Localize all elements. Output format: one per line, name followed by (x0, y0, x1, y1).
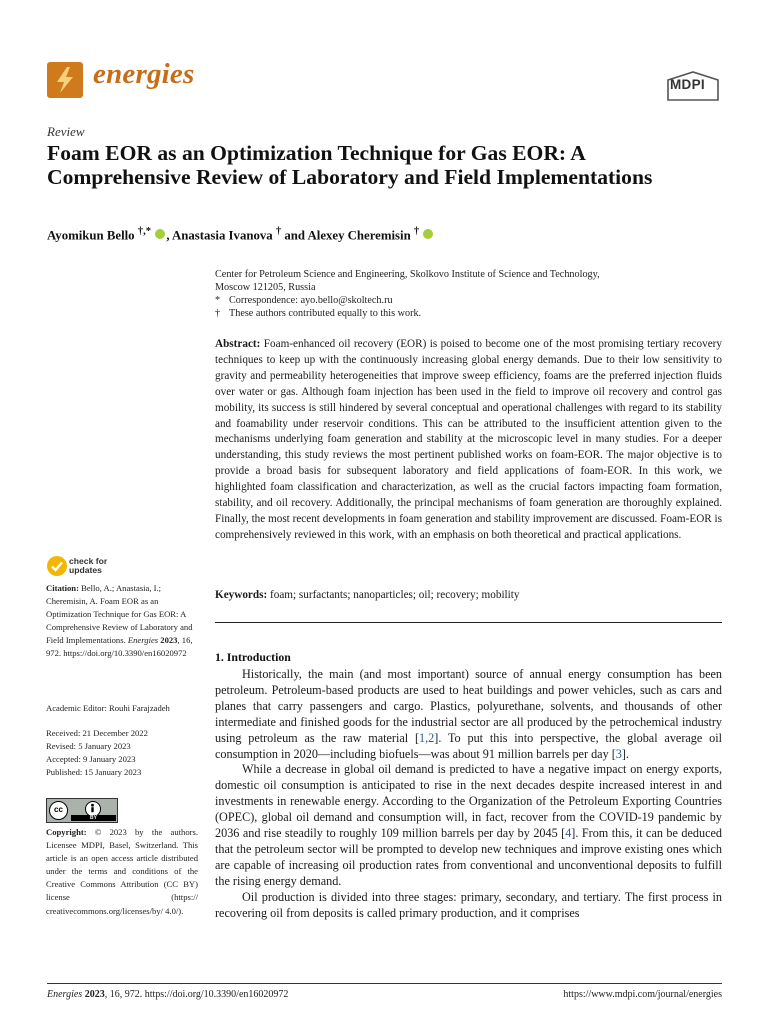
publisher-name: MDPI (670, 77, 705, 92)
correspondence-mark: * (215, 295, 221, 306)
author-name[interactable]: Alexey Cheremisin (307, 228, 411, 243)
citation-text: Bello, A.; Anastasia, I.; Cheremisin, A. Foam EOR as an Optimization Technique for Gas EOR: A Comprehensive Review of Laboratory and Field Implementations. (46, 583, 193, 646)
divider (215, 622, 722, 623)
reference-link[interactable]: 3 (615, 746, 622, 761)
by-label: BY (71, 815, 116, 821)
orcid-icon[interactable] (155, 229, 165, 239)
correspondence-text[interactable]: Correspondence: ayo.bello@skoltech.ru (229, 295, 393, 306)
equal-mark: † (215, 308, 221, 319)
paragraph (215, 762, 722, 889)
cc-icon: cc (49, 801, 68, 820)
author-name[interactable]: Anastasia Ivanova (172, 228, 273, 243)
check-line: updates (69, 565, 102, 576)
citation-year: 2023 (160, 635, 178, 646)
copyright-label: Copyright: (46, 827, 87, 837)
paragraph-text: Oil production is divided into three stages: primary, secondary, and tertiary. The first process in recovering oil from deposits is called primary production, and it comprises (215, 889, 722, 920)
academic-editor: Academic Editor: Rouhi Farajzadeh (46, 703, 170, 713)
author-marks: † (275, 226, 282, 237)
paragraph (215, 667, 722, 762)
equal-contribution-line (215, 307, 720, 320)
cc-by-license-icon[interactable] (46, 798, 118, 823)
keywords-text: foam; surfactants; nanoparticles; oil; recovery; mobility (270, 589, 520, 601)
revised-date: Revised: 5 January 2023 (46, 741, 131, 752)
footer-citation (47, 989, 288, 1000)
footer-year: 2023 (84, 989, 105, 1000)
copyright-block (46, 826, 198, 918)
author-marks: † (413, 226, 420, 237)
article-title: Foam EOR as an Optimization Technique for Gas EOR: A Comprehensive Review of Laboratory and Field Implementations (47, 141, 653, 189)
published-date: Published: 15 January 2023 (46, 767, 142, 778)
equal-contribution-text: These authors contributed equally to this work. (229, 308, 422, 319)
footer-doi[interactable]: , 16, 972. https://doi.org/10.3390/en16020972 (104, 989, 289, 1000)
paragraph-text: ]. (621, 746, 629, 761)
check-for-updates[interactable] (69, 557, 107, 575)
footer-journal: Energies (47, 989, 83, 1000)
author-separator: , (166, 228, 173, 243)
keywords (215, 589, 722, 601)
abstract (215, 337, 722, 544)
paragraph-text: Historically, the main (and most important) source of annual energy consumption has been petroleum. Petroleum-based products are used to heat buildings and power vehicles, such as cars and planes that carry passengers and cargo. Plastics, polyurethane, solvents, and thousands of other intermediate and finished goods for the industrial sector are all produced by the petrochemical industry using petroleum as the raw material [ (215, 667, 722, 745)
correspondence-line (215, 294, 720, 307)
dates-block (46, 727, 198, 779)
reference-link[interactable]: 4 (565, 826, 572, 841)
paragraph (215, 890, 722, 922)
check-line: check for (69, 556, 108, 566)
paragraph-text: ]. To put this into perspective, the global average oil consumption in 2020—including biofuels—was about 91 million barrels per day [ (215, 730, 722, 761)
abstract-label: Abstract: (215, 338, 261, 350)
journal-logo-icon (47, 62, 83, 98)
citation-rest[interactable]: , 16, 972. https://doi.org/10.3390/en16020972 (46, 635, 193, 659)
body-text (215, 667, 722, 922)
section-heading: 1. Introduction (215, 650, 291, 664)
affiliation-block (215, 268, 720, 320)
check-for-updates-icon[interactable] (46, 555, 68, 577)
keywords-label: Keywords: (215, 589, 268, 601)
accepted-date: Accepted: 9 January 2023 (46, 754, 136, 765)
journal-name: energies (93, 58, 195, 90)
received-date: Received: 21 December 2022 (46, 728, 148, 738)
citation-block (46, 582, 198, 661)
citation-journal: Energies (127, 635, 159, 646)
affiliation-line: Moscow 121205, Russia (215, 282, 316, 293)
orcid-icon[interactable] (423, 229, 433, 239)
copyright-text: © 2023 by the authors. Licensee MDPI, Basel, Switzerland. This article is an open access article distributed under the terms and conditions of the Creative Commons Attribution (CC BY) license (https:// creativecommons.org/licenses/by/ 4.0/). (46, 827, 198, 916)
author-name[interactable]: Ayomikun Bello (47, 228, 135, 243)
paragraph-text: While a decrease in global oil demand is predicted to have a negative impact on energy exports, domestic oil consumption is anticipated to rise in the next decades despite increased interest in and investments in renewable energy. According to the Organization of the Petroleum Exporting Countries (OPEC), global oil demand and consumption will, in fact, recover from the COVID-19 pandemic by 2036 and rise steadily to roughly 109 million barrels per day by 2045 [ (215, 762, 722, 841)
reference-link[interactable]: 1,2 (419, 730, 435, 745)
paragraph-text: ]. From this, it can be deduced that the petroleum sector will be prompted to develop new techniques and improve existing ones which are capable of increasing oil production rates from conventional and unconventional deposits to fulfill the rising energy demand. (215, 826, 722, 888)
footer-divider (47, 983, 722, 984)
author-separator: and (281, 228, 308, 243)
article-type: Review (47, 124, 85, 139)
citation-label: Citation: (46, 583, 79, 593)
footer-journal-url[interactable]: https://www.mdpi.com/journal/energies (563, 989, 722, 1000)
affiliation-line: Center for Petroleum Science and Engineering, Skolkovo Institute of Science and Technology, (215, 269, 600, 280)
author-list (47, 226, 434, 243)
author-marks: †,* (137, 226, 152, 237)
abstract-text: Foam-enhanced oil recovery (EOR) is poised to become one of the most promising tertiary recovery techniques to keep up with the continuously increasing global energy demands. Due to their low sensitivity to gravity and permeability heterogeneities that improve sweep efficiency, foams are the preferred injection fluids over water or gas. Although foam injection has been used in the field to improve oil recovery and control gas mobility, its success is still hindered by several conceptual and operational challenges with regard to its stability and foamability under reservoir conditions. This can be attributed to the insufficient attention given to the mechanisms underlying foam generation and stability at the microscopic level in many studies. For a deeper understanding, this study reviews the most pertinent published works on foam-EOR. The major objective is to provide a broad basis for subsequent laboratory and field applications of foam-EOR. In this work, we highlighted foam classification and characterization, as well as the crucial factors impacting foam formation, stability, and oil recovery. Additionally, the principal mechanisms of foam generation are thoroughly explained. Finally, the most recent developments in foam generation and stability improvement are discussed. Foam-EOR is comprehensively reviewed in this work, with an emphasis on both theoretical and practical applications. (215, 338, 722, 541)
